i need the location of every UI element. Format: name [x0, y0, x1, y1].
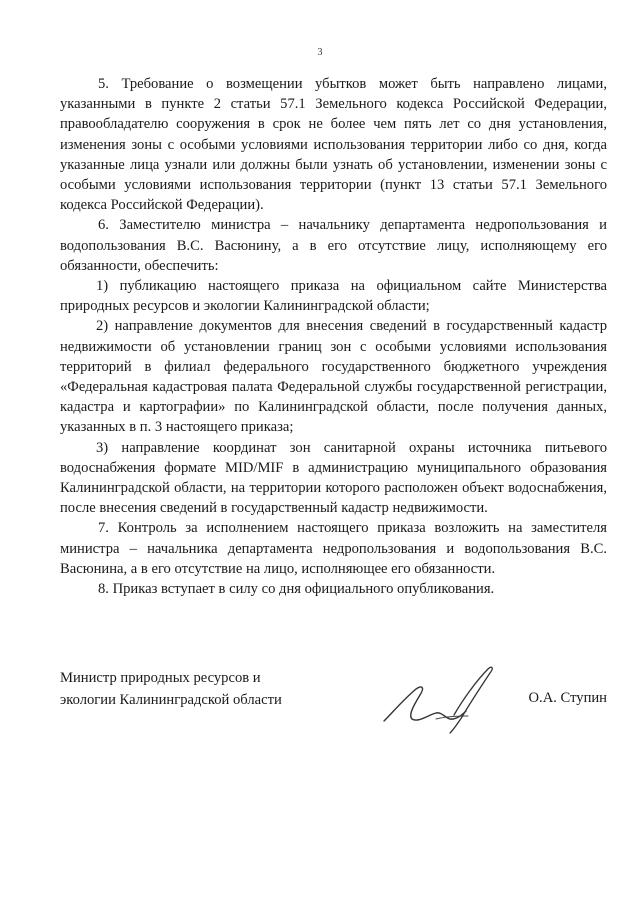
paragraph-6-3: 3) направление координат зон санитарной охраны источника питьевого водоснабжения формате MID/MIF в администрацию муниципального образования Калининградской области, на территории которого расположен объект водоснабжения, после внесения сведений в государственный кадастр недвижимости.: [60, 439, 607, 517]
paragraph-5: 5. Требование о возмещении убытков может быть направлено лицами, указанными в пункте 2 статьи 57.1 Земельного кодекса Российской Федерации, правообладателю сооружения в срок не более чем пять лет со дня установления, изменения зоны с особыми условиями использования территории либо со дня, когда указанные лица узнали или должны были узнать об установлении, изменении зоны с особыми условиями использования территории (пункт 13 статьи 57.1 Земельного кодекса Российской Федерации).: [60, 76, 607, 214]
signer-title: [60, 667, 282, 711]
signature-block: [60, 667, 607, 747]
handwritten-signature: [378, 659, 498, 739]
paragraph-6: 6. Заместителю министра – начальнику департамента недропользования и водопользования В.С. Васюнину, а в его отсутствие лицу, исполняющему его обязанности, обеспечить:: [60, 217, 607, 274]
paragraph-6-2: 2) направление документов для внесения сведений в государственный кадастр недвижимости об установлении границ зон с особыми условиями использования территорий в филиал федерального государственного бюджетного учреждения «Федеральная кадастровая палата Федеральной службы государственной регистрации, кадастра и картографии» по Калининградской области, после получения данных, указанных в п. 3 настоящего приказа;: [60, 318, 607, 436]
paragraph-8: 8. Приказ вступает в силу со дня официального опубликования.: [98, 581, 495, 598]
document-body: [60, 74, 607, 599]
signer-title-line-2: экологии Калининградской области: [60, 692, 282, 708]
signer-name: О.А. Ступин: [528, 690, 607, 706]
paragraph-6-1: 1) публикацию настоящего приказа на официальном сайте Министерства природных ресурсов и экологии Калининградской области;: [60, 278, 607, 315]
page-number: 3: [317, 47, 323, 58]
paragraph-7: 7. Контроль за исполнением настоящего приказа возложить на заместителя министра – начальника департамента недропользования и водопользования В.С. Васюнина, а в его отсутствие на лицо, исполняющее его обязанности.: [60, 520, 607, 577]
signer-title-line-1: Министр природных ресурсов и: [60, 670, 261, 686]
